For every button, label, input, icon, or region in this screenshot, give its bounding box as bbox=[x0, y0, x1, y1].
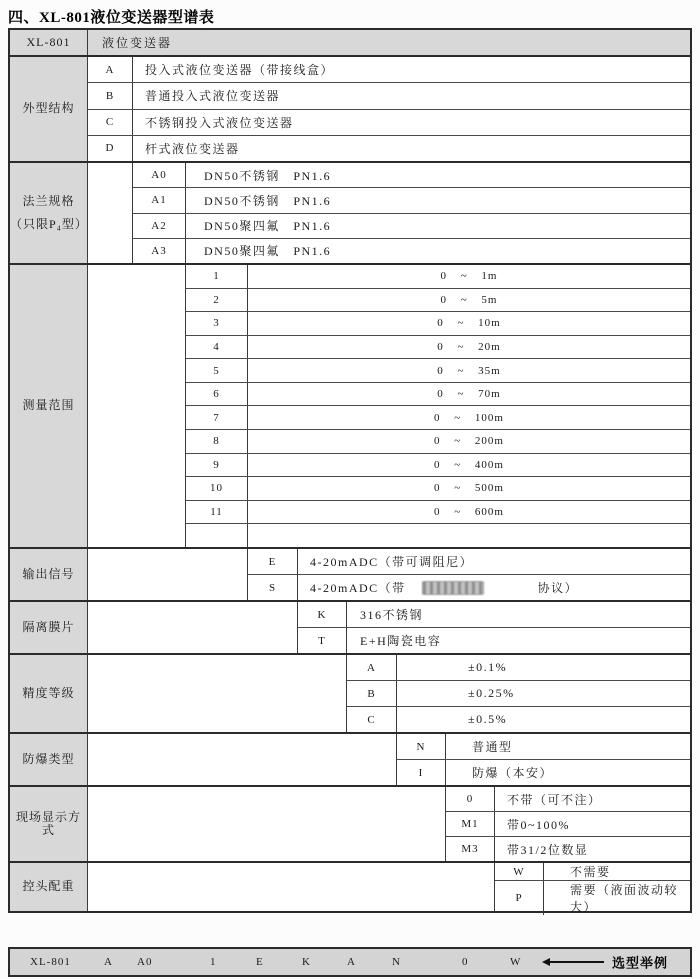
option-code: 0 bbox=[446, 787, 495, 811]
option-row-range bbox=[186, 358, 690, 382]
option-row-accuracy bbox=[347, 680, 690, 706]
option-row-range bbox=[186, 429, 690, 453]
option-code: T bbox=[298, 628, 347, 653]
option-row-range bbox=[186, 265, 690, 288]
option-row-structure bbox=[88, 135, 690, 161]
option-code: C bbox=[88, 110, 133, 135]
selection-example-bar bbox=[8, 947, 692, 977]
section-label-counterweight bbox=[10, 863, 88, 911]
option-description: DN50不锈钢 PN1.6 bbox=[204, 193, 332, 208]
option-code: 10 bbox=[186, 477, 248, 500]
section-counterweight bbox=[10, 861, 690, 914]
option-row-structure bbox=[88, 82, 690, 108]
section-label-line: 测量范围 bbox=[22, 398, 75, 413]
option-code: S bbox=[248, 575, 298, 600]
option-code: A2 bbox=[133, 214, 186, 238]
empty-merged-cell bbox=[88, 549, 248, 600]
option-description: ±0.5% bbox=[468, 712, 508, 726]
section-label-flange bbox=[10, 163, 88, 263]
option-description: 0 ~ 5m bbox=[440, 293, 498, 306]
model-row bbox=[10, 30, 690, 55]
option-row-diaphragm bbox=[298, 627, 690, 653]
section-label-diaphragm bbox=[10, 602, 88, 653]
example-code: A bbox=[347, 956, 356, 968]
section-label-line: 防爆类型 bbox=[22, 751, 75, 766]
section-display-mode bbox=[10, 785, 690, 861]
option-description: 不需要 bbox=[570, 865, 611, 879]
option-code: E bbox=[248, 549, 298, 574]
option-row-structure bbox=[88, 109, 690, 135]
option-code: B bbox=[347, 681, 397, 706]
option-description: 0 ~ 1m bbox=[440, 270, 498, 283]
example-code: A bbox=[104, 956, 113, 968]
option-code: N bbox=[397, 734, 446, 759]
example-code: A0 bbox=[137, 956, 153, 968]
option-code: P bbox=[495, 881, 544, 915]
section-flange bbox=[10, 161, 690, 263]
empty-merged-cell bbox=[88, 602, 298, 653]
option-description: E+H陶瓷电容 bbox=[360, 634, 442, 648]
option-description: 0 ~ 20m bbox=[437, 341, 501, 354]
option-row-explosion-proof bbox=[397, 759, 690, 785]
option-code: K bbox=[298, 602, 347, 627]
option-row-display-mode bbox=[446, 811, 690, 836]
option-row-counterweight bbox=[495, 863, 690, 880]
spec-table-sections bbox=[10, 55, 690, 914]
left-arrow-icon bbox=[542, 949, 604, 975]
empty-merged-cell bbox=[88, 863, 495, 911]
page-title: 四、XL-801液位变送器型谱表 bbox=[8, 10, 215, 26]
option-code: A0 bbox=[133, 163, 186, 187]
model-spectrum-table bbox=[8, 28, 692, 913]
option-code: 3 bbox=[186, 312, 248, 335]
option-row-range bbox=[186, 405, 690, 429]
section-label-line: 输出信号 bbox=[22, 566, 75, 581]
option-description: 0 ~ 600m bbox=[433, 506, 504, 519]
option-row-range bbox=[186, 311, 690, 335]
option-description: 0 ~ 35m bbox=[437, 364, 501, 377]
section-label-output-signal bbox=[10, 549, 88, 600]
option-code: A bbox=[88, 57, 133, 82]
option-row-accuracy bbox=[347, 706, 690, 732]
option-code: W bbox=[495, 863, 544, 880]
arrow-shaft bbox=[550, 961, 604, 963]
section-label-accuracy bbox=[10, 655, 88, 732]
option-row-output-signal bbox=[248, 549, 690, 574]
option-row-range bbox=[186, 335, 690, 359]
option-row-explosion-proof bbox=[397, 734, 690, 759]
option-row-counterweight bbox=[495, 880, 690, 915]
section-label-line: 外型结构 bbox=[22, 101, 75, 116]
section-label-line: 法兰规格 bbox=[22, 194, 75, 209]
example-code: N bbox=[392, 956, 401, 968]
option-row-range bbox=[186, 288, 690, 312]
option-row-output-signal bbox=[248, 574, 690, 600]
empty-merged-cell bbox=[88, 655, 347, 732]
option-code: A3 bbox=[133, 239, 186, 263]
option-code: 4 bbox=[186, 336, 248, 359]
option-description: DN50聚四氟 PN1.6 bbox=[204, 244, 332, 259]
option-row-range bbox=[186, 382, 690, 406]
option-description: 0 ~ 200m bbox=[433, 435, 504, 448]
section-accuracy bbox=[10, 653, 690, 732]
option-row-display-mode bbox=[446, 787, 690, 811]
example-code: 0 bbox=[462, 956, 469, 968]
example-code: 1 bbox=[210, 956, 217, 968]
option-row-flange bbox=[133, 187, 690, 212]
option-code: A bbox=[347, 655, 397, 680]
option-code: 11 bbox=[186, 501, 248, 524]
option-description: 0 ~ 70m bbox=[437, 388, 501, 401]
section-output-signal bbox=[10, 547, 690, 600]
empty-merged-cell bbox=[88, 265, 186, 547]
example-code: W bbox=[510, 956, 522, 968]
section-structure bbox=[10, 55, 690, 161]
option-code: 8 bbox=[186, 430, 248, 453]
option-description: 4-20mADC（带可调阻尼） bbox=[310, 555, 474, 569]
option-description: 不带（可不注） bbox=[507, 792, 602, 807]
option-description: 普通投入式液位变送器 bbox=[145, 89, 281, 104]
option-code: 5 bbox=[186, 359, 248, 382]
section-label-line: 精度等级 bbox=[22, 685, 75, 700]
hart-protocol-logo-blurred bbox=[422, 581, 484, 595]
arrow-head bbox=[542, 958, 550, 966]
option-description: 杆式液位变送器 bbox=[145, 141, 240, 156]
section-explosion-proof bbox=[10, 732, 690, 785]
option-description bbox=[298, 575, 690, 600]
option-description: DN50聚四氟 PN1.6 bbox=[204, 219, 332, 234]
option-description: ±0.25% bbox=[468, 686, 515, 700]
option-row-range bbox=[186, 500, 690, 524]
option-description: 投入式液位变送器（带接线盒） bbox=[145, 63, 335, 78]
desc-text: 4-20mADC（带 bbox=[310, 581, 406, 595]
option-description: 带31/2位数显 bbox=[507, 842, 589, 857]
empty-merged-cell bbox=[88, 734, 397, 785]
option-code: A1 bbox=[133, 188, 186, 212]
section-diaphragm bbox=[10, 600, 690, 653]
option-row-display-mode bbox=[446, 836, 690, 861]
section-label-line: 控头配重 bbox=[22, 879, 75, 894]
option-description: ±0.1% bbox=[468, 660, 508, 674]
section-range bbox=[10, 263, 690, 547]
option-row-structure bbox=[88, 57, 690, 82]
empty-merged-cell bbox=[88, 163, 133, 263]
option-description: 0 ~ 10m bbox=[437, 317, 501, 330]
option-code: D bbox=[88, 136, 133, 161]
option-code: B bbox=[88, 83, 133, 108]
option-code: M1 bbox=[446, 812, 495, 836]
option-code: 1 bbox=[186, 265, 248, 288]
option-description bbox=[248, 524, 690, 547]
section-label-range bbox=[10, 265, 88, 547]
option-code: I bbox=[397, 760, 446, 785]
option-row-accuracy bbox=[347, 655, 690, 680]
option-row-diaphragm bbox=[298, 602, 690, 627]
option-description: 带0~100% bbox=[507, 817, 570, 832]
example-label: 选型举例 bbox=[612, 955, 669, 971]
option-description: 0 ~ 100m bbox=[433, 411, 504, 424]
option-code: 7 bbox=[186, 406, 248, 429]
section-label-structure bbox=[10, 57, 88, 161]
option-code: 9 bbox=[186, 454, 248, 477]
empty-merged-cell bbox=[88, 787, 446, 861]
section-label-display-mode bbox=[10, 787, 88, 861]
option-row-range bbox=[186, 453, 690, 477]
option-code: C bbox=[347, 707, 397, 732]
option-description: 防爆（本安） bbox=[472, 766, 554, 780]
section-label-explosion-proof bbox=[10, 734, 88, 785]
option-description: 316不锈钢 bbox=[360, 608, 424, 622]
section-label-line: 隔离膜片 bbox=[22, 619, 75, 634]
option-code: 2 bbox=[186, 289, 248, 312]
option-row-range bbox=[186, 523, 690, 547]
option-description: 0 ~ 400m bbox=[433, 458, 504, 471]
option-row-range bbox=[186, 476, 690, 500]
section-label-line: 现场显示方式 bbox=[15, 809, 81, 837]
model-code: XL-801 bbox=[10, 30, 88, 55]
option-code: 6 bbox=[186, 383, 248, 406]
option-code bbox=[186, 524, 248, 547]
option-description: 不锈钢投入式液位变送器 bbox=[145, 115, 294, 130]
example-model: XL-801 bbox=[30, 956, 71, 968]
section-label-line: （只限P₄型） bbox=[10, 216, 88, 231]
option-description: 需要（液面波动较大） bbox=[570, 883, 679, 914]
option-row-flange bbox=[133, 213, 690, 238]
option-description: 普通型 bbox=[472, 740, 513, 754]
example-code: E bbox=[256, 956, 264, 968]
model-description: 液位变送器 bbox=[102, 36, 173, 50]
option-description: 0 ~ 500m bbox=[433, 482, 504, 495]
option-description: DN50不锈钢 PN1.6 bbox=[204, 168, 332, 183]
option-code: M3 bbox=[446, 837, 495, 861]
option-row-flange bbox=[133, 238, 690, 263]
option-row-flange bbox=[133, 163, 690, 187]
example-code: K bbox=[302, 956, 311, 968]
desc-text: 协议） bbox=[537, 581, 579, 595]
